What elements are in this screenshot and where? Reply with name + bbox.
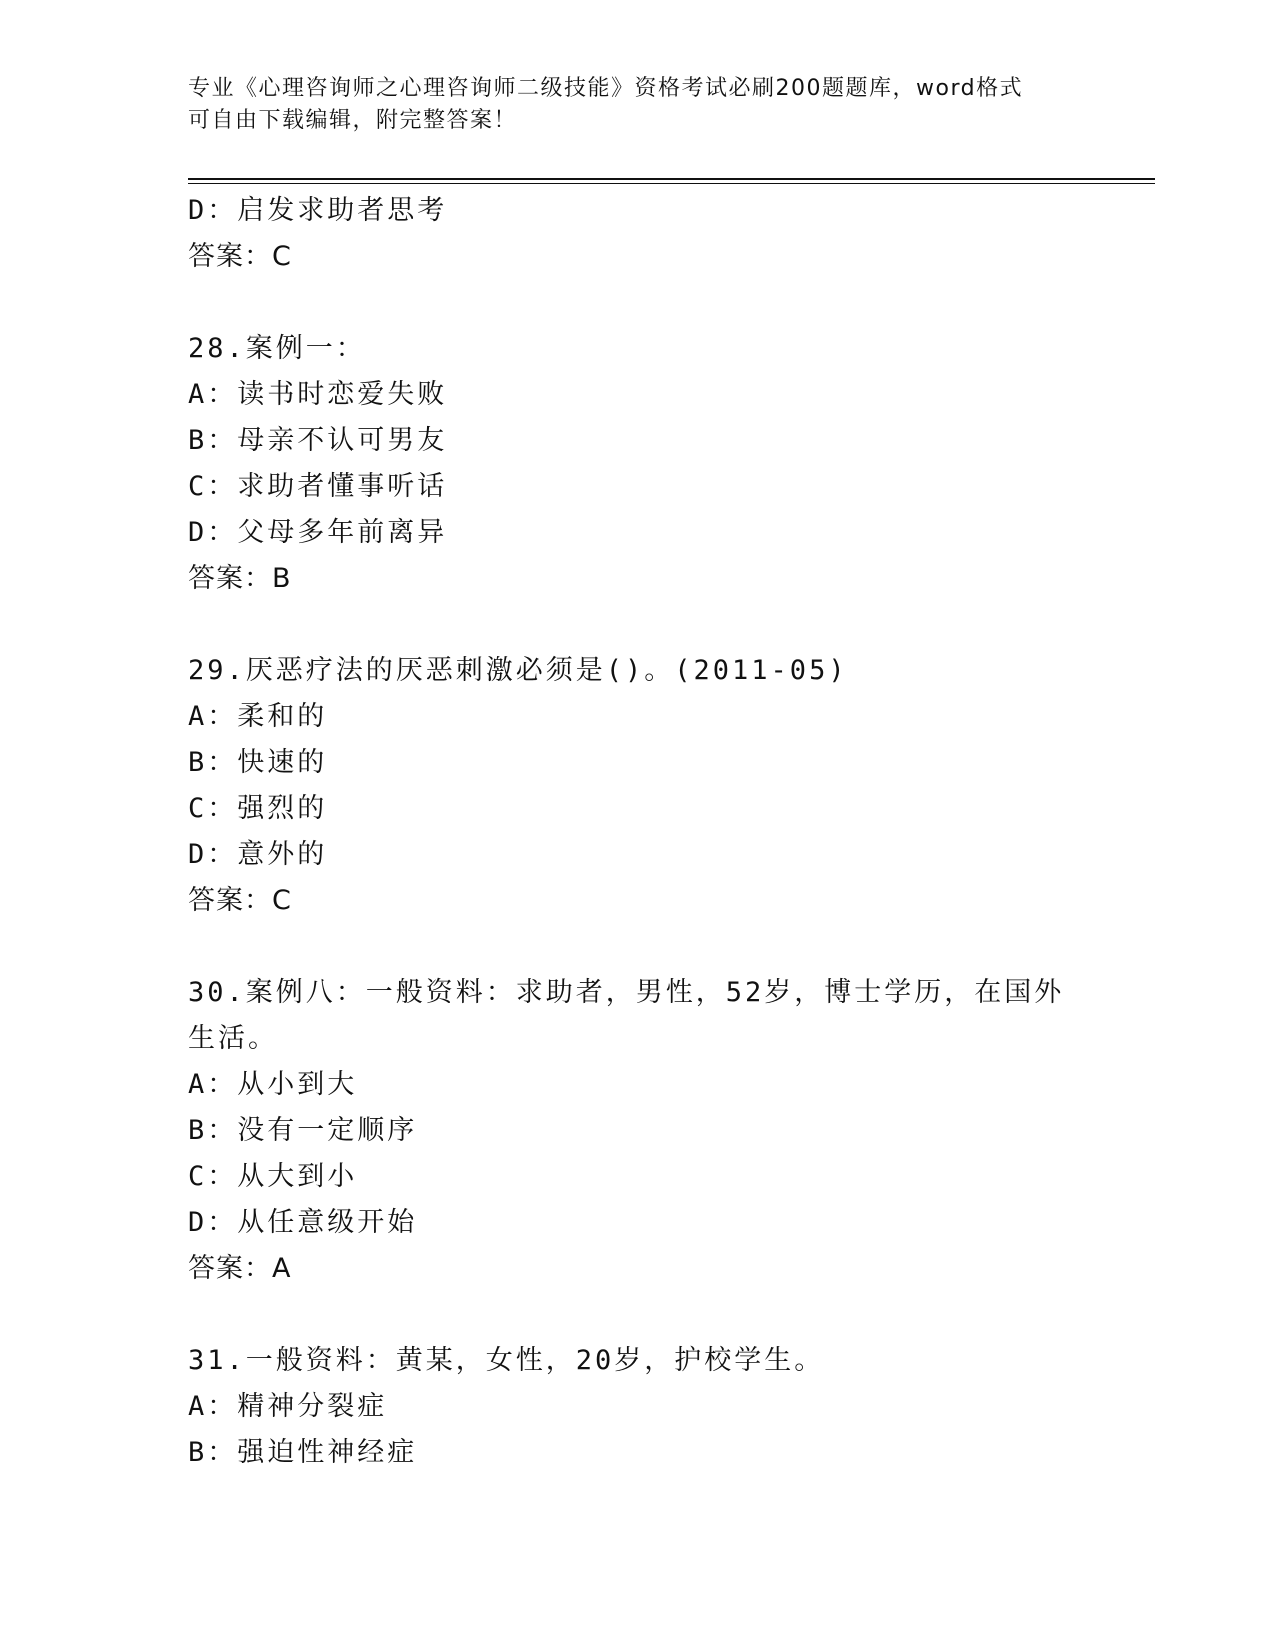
leading-option-d: D：启发求助者思考 <box>188 195 448 226</box>
question-stem: 30.案例八：一般资料：求助者，男性，52岁，博士学历，在国外生活。 <box>188 977 1065 1054</box>
question-29 <box>188 648 1155 924</box>
question-stem: 28.案例一： <box>188 333 366 364</box>
question-stem: 31.一般资料：黄某，女性，20岁，护校学生。 <box>188 1345 825 1376</box>
question-28 <box>188 326 1155 602</box>
header-divider-thin <box>188 183 1155 184</box>
question-stem: 29.厌恶疗法的厌恶刺激必须是()。(2011-05) <box>188 655 848 686</box>
page-header <box>188 73 1068 137</box>
header-divider-thick <box>188 178 1155 180</box>
option-a: A：柔和的 <box>188 701 328 732</box>
header-line-1: 专业《心理咨询师之心理咨询师二级技能》资格考试必刷200题题库，word格式 <box>188 76 1024 101</box>
spacer <box>188 602 1155 648</box>
answer: 答案：A <box>188 1253 292 1284</box>
leading-answer: 答案：C <box>188 241 292 272</box>
option-a: A：从小到大 <box>188 1069 358 1100</box>
option-a: A：读书时恋爱失败 <box>188 379 448 410</box>
spacer <box>188 280 1155 326</box>
option-d: D：父母多年前离异 <box>188 517 448 548</box>
question-list <box>188 188 1155 1476</box>
spacer <box>188 924 1155 970</box>
option-d: D：意外的 <box>188 839 328 870</box>
option-a: A：精神分裂症 <box>188 1391 388 1422</box>
option-c: C：求助者懂事听话 <box>188 471 448 502</box>
option-b: B：母亲不认可男友 <box>188 425 448 456</box>
option-b: B：快速的 <box>188 747 328 778</box>
answer: 答案：C <box>188 885 292 916</box>
question-30 <box>188 970 1155 1292</box>
question-31 <box>188 1338 1155 1476</box>
option-d: D：从任意级开始 <box>188 1207 418 1238</box>
option-b: B：没有一定顺序 <box>188 1115 418 1146</box>
spacer <box>188 1292 1155 1338</box>
header-line-2: 可自由下载编辑，附完整答案！ <box>188 108 518 133</box>
option-b: B：强迫性神经症 <box>188 1437 418 1468</box>
option-c: C：从大到小 <box>188 1161 358 1192</box>
answer: 答案：B <box>188 563 292 594</box>
option-c: C：强烈的 <box>188 793 328 824</box>
